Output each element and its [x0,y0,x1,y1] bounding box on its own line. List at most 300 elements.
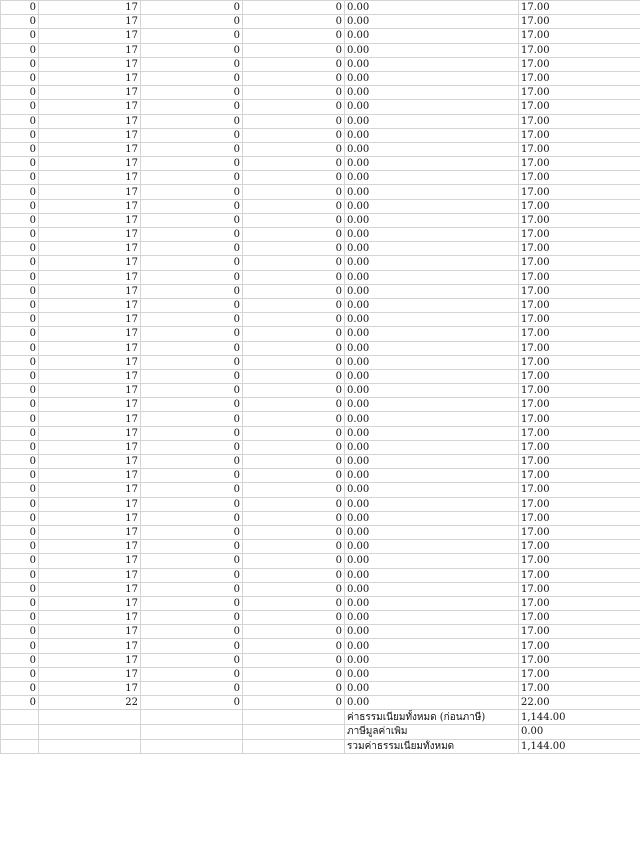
empty-cell [141,710,243,725]
empty-cell [39,739,141,754]
cell-col2: 17 [39,369,141,383]
cell-col6: 17.00 [519,412,640,426]
grand-total-value: 1,144.00 [519,739,640,754]
table-row [1,341,640,355]
cell-col3: 0 [141,29,243,43]
cell-col5: 0.00 [345,142,519,156]
cell-col2: 17 [39,398,141,412]
table-row [1,355,640,369]
cell-col3: 0 [141,469,243,483]
cell-col1: 0 [1,298,39,312]
cell-col3: 0 [141,384,243,398]
cell-col1: 0 [1,398,39,412]
cell-col3: 0 [141,199,243,213]
cell-col2: 17 [39,29,141,43]
cell-col6: 17.00 [519,57,640,71]
cell-col5: 0.00 [345,554,519,568]
cell-col4: 0 [243,369,345,383]
cell-col5: 0.00 [345,369,519,383]
table-row [1,43,640,57]
table-row [1,639,640,653]
vat-value: 0.00 [519,724,640,739]
cell-col6: 17.00 [519,611,640,625]
cell-col1: 0 [1,653,39,667]
cell-col1: 0 [1,256,39,270]
cell-col3: 0 [141,483,243,497]
table-row [1,242,640,256]
cell-col6: 17.00 [519,426,640,440]
cell-col3: 0 [141,142,243,156]
cell-col4: 0 [243,497,345,511]
cell-col4: 0 [243,540,345,554]
empty-cell [141,739,243,754]
cell-col5: 0.00 [345,440,519,454]
cell-col4: 0 [243,596,345,610]
cell-col4: 0 [243,213,345,227]
cell-col6: 17.00 [519,625,640,639]
table-row [1,667,640,681]
cell-col5: 0.00 [345,228,519,242]
cell-col6: 17.00 [519,554,640,568]
table-row [1,596,640,610]
cell-col2: 17 [39,554,141,568]
cell-col6: 17.00 [519,270,640,284]
cell-col5: 0.00 [345,653,519,667]
cell-col2: 17 [39,270,141,284]
table-row [1,525,640,539]
cell-col1: 0 [1,128,39,142]
cell-col2: 17 [39,412,141,426]
table-row [1,100,640,114]
table-row [1,128,640,142]
cell-col5: 0.00 [345,455,519,469]
cell-col5: 0.00 [345,398,519,412]
cell-col1: 0 [1,412,39,426]
cell-col2: 17 [39,568,141,582]
cell-col5: 0.00 [345,341,519,355]
table-row [1,142,640,156]
cell-col5: 0.00 [345,511,519,525]
cell-col3: 0 [141,696,243,710]
cell-col6: 17.00 [519,369,640,383]
cell-col3: 0 [141,157,243,171]
cell-col5: 0.00 [345,71,519,85]
cell-col3: 0 [141,256,243,270]
cell-col2: 17 [39,625,141,639]
table-row [1,497,640,511]
cell-col3: 0 [141,625,243,639]
cell-col3: 0 [141,568,243,582]
table-row [1,483,640,497]
cell-col2: 17 [39,327,141,341]
cell-col6: 17.00 [519,483,640,497]
cell-col5: 0.00 [345,327,519,341]
cell-col4: 0 [243,355,345,369]
cell-col4: 0 [243,611,345,625]
table-row [1,398,640,412]
cell-col2: 17 [39,228,141,242]
cell-col3: 0 [141,355,243,369]
cell-col3: 0 [141,15,243,29]
cell-col5: 0.00 [345,114,519,128]
cell-col5: 0.00 [345,43,519,57]
cell-col1: 0 [1,483,39,497]
cell-col6: 17.00 [519,256,640,270]
cell-col5: 0.00 [345,582,519,596]
cell-col4: 0 [243,284,345,298]
cell-col6: 17.00 [519,157,640,171]
cell-col3: 0 [141,525,243,539]
cell-col4: 0 [243,682,345,696]
cell-col4: 0 [243,483,345,497]
cell-col2: 17 [39,469,141,483]
cell-col2: 17 [39,43,141,57]
cell-col1: 0 [1,1,39,15]
cell-col3: 0 [141,596,243,610]
cell-col5: 0.00 [345,86,519,100]
cell-col5: 0.00 [345,483,519,497]
cell-col2: 17 [39,142,141,156]
cell-col4: 0 [243,86,345,100]
cell-col1: 0 [1,15,39,29]
cell-col3: 0 [141,369,243,383]
cell-col6: 17.00 [519,540,640,554]
cell-col1: 0 [1,157,39,171]
cell-col3: 0 [141,611,243,625]
cell-col2: 22 [39,696,141,710]
cell-col6: 17.00 [519,327,640,341]
cell-col1: 0 [1,171,39,185]
cell-col2: 17 [39,242,141,256]
cell-col6: 17.00 [519,86,640,100]
empty-cell [1,710,39,725]
cell-col6: 17.00 [519,142,640,156]
cell-col2: 17 [39,653,141,667]
cell-col4: 0 [243,653,345,667]
cell-col3: 0 [141,242,243,256]
cell-col1: 0 [1,86,39,100]
cell-col4: 0 [243,525,345,539]
cell-col5: 0.00 [345,213,519,227]
cell-col3: 0 [141,270,243,284]
table-row-last [1,696,640,710]
cell-col3: 0 [141,682,243,696]
table-row [1,185,640,199]
cell-col1: 0 [1,611,39,625]
table-row [1,554,640,568]
cell-col2: 17 [39,341,141,355]
table-row [1,171,640,185]
cell-col5: 0.00 [345,639,519,653]
empty-cell [141,724,243,739]
cell-col4: 0 [243,100,345,114]
cell-col3: 0 [141,298,243,312]
cell-col3: 0 [141,327,243,341]
cell-col1: 0 [1,568,39,582]
cell-col5: 0.00 [345,256,519,270]
table-row [1,157,640,171]
cell-col3: 0 [141,171,243,185]
cell-col1: 0 [1,426,39,440]
table-row [1,199,640,213]
cell-col1: 0 [1,313,39,327]
cell-col5: 0.00 [345,682,519,696]
cell-col6: 17.00 [519,128,640,142]
cell-col1: 0 [1,71,39,85]
empty-cell [39,724,141,739]
cell-col1: 0 [1,384,39,398]
cell-col3: 0 [141,71,243,85]
cell-col5: 0.00 [345,384,519,398]
cell-col5: 0.00 [345,596,519,610]
cell-col2: 17 [39,185,141,199]
cell-col3: 0 [141,426,243,440]
cell-col5: 0.00 [345,667,519,681]
cell-col1: 0 [1,29,39,43]
cell-col3: 0 [141,57,243,71]
empty-cell [1,724,39,739]
cell-col6: 17.00 [519,667,640,681]
cell-col3: 0 [141,185,243,199]
cell-col4: 0 [243,185,345,199]
cell-col6: 17.00 [519,568,640,582]
cell-col5: 0.00 [345,100,519,114]
cell-col2: 17 [39,440,141,454]
cell-col1: 0 [1,270,39,284]
cell-col6: 17.00 [519,1,640,15]
cell-col4: 0 [243,114,345,128]
table-row [1,511,640,525]
table-row [1,86,640,100]
cell-col6: 17.00 [519,384,640,398]
total-before-tax-label: ค่าธรรมเนียมทั้งหมด (ก่อนภาษี) [345,710,519,725]
cell-col1: 0 [1,511,39,525]
cell-col2: 17 [39,667,141,681]
cell-col6: 17.00 [519,398,640,412]
table-row [1,313,640,327]
cell-col2: 17 [39,213,141,227]
cell-col4: 0 [243,625,345,639]
cell-col2: 17 [39,100,141,114]
cell-col1: 0 [1,185,39,199]
cell-col4: 0 [243,412,345,426]
cell-col6: 17.00 [519,596,640,610]
empty-cell [243,739,345,754]
cell-col2: 17 [39,426,141,440]
cell-col1: 0 [1,469,39,483]
cell-col1: 0 [1,696,39,710]
cell-col2: 17 [39,455,141,469]
cell-col5: 0.00 [345,171,519,185]
cell-col6: 17.00 [519,185,640,199]
cell-col3: 0 [141,554,243,568]
cell-col5: 0.00 [345,157,519,171]
cell-col2: 17 [39,682,141,696]
cell-col3: 0 [141,540,243,554]
cell-col1: 0 [1,369,39,383]
cell-col1: 0 [1,554,39,568]
cell-col1: 0 [1,440,39,454]
table-row [1,369,640,383]
cell-col4: 0 [243,57,345,71]
empty-cell [243,724,345,739]
cell-col2: 17 [39,256,141,270]
cell-col6: 22.00 [519,696,640,710]
table-row [1,540,640,554]
cell-col2: 17 [39,171,141,185]
cell-col5: 0.00 [345,313,519,327]
cell-col5: 0.00 [345,185,519,199]
cell-col5: 0.00 [345,412,519,426]
cell-col1: 0 [1,43,39,57]
cell-col5: 0.00 [345,1,519,15]
cell-col1: 0 [1,327,39,341]
table-row [1,270,640,284]
cell-col6: 17.00 [519,455,640,469]
cell-col5: 0.00 [345,199,519,213]
cell-col3: 0 [141,128,243,142]
cell-col1: 0 [1,596,39,610]
summary-row-total-before-tax [1,710,640,725]
vat-label: ภาษีมูลค่าเพิ่ม [345,724,519,739]
cell-col6: 17.00 [519,43,640,57]
table-row [1,384,640,398]
cell-col2: 17 [39,596,141,610]
cell-col4: 0 [243,327,345,341]
table-row [1,625,640,639]
cell-col5: 0.00 [345,525,519,539]
table-row [1,256,640,270]
cell-col4: 0 [243,29,345,43]
cell-col2: 17 [39,71,141,85]
table-row [1,582,640,596]
cell-col6: 17.00 [519,639,640,653]
cell-col5: 0.00 [345,29,519,43]
cell-col4: 0 [243,469,345,483]
cell-col3: 0 [141,228,243,242]
cell-col2: 17 [39,582,141,596]
table-row [1,426,640,440]
cell-col2: 17 [39,639,141,653]
cell-col4: 0 [243,455,345,469]
cell-col6: 17.00 [519,71,640,85]
cell-col3: 0 [141,440,243,454]
cell-col6: 17.00 [519,355,640,369]
cell-col4: 0 [243,568,345,582]
cell-col1: 0 [1,228,39,242]
fee-table-body [1,1,640,754]
cell-col3: 0 [141,341,243,355]
cell-col4: 0 [243,15,345,29]
cell-col1: 0 [1,355,39,369]
cell-col6: 17.00 [519,15,640,29]
cell-col4: 0 [243,384,345,398]
cell-col1: 0 [1,455,39,469]
cell-col4: 0 [243,398,345,412]
table-row [1,284,640,298]
cell-col4: 0 [243,242,345,256]
cell-col6: 17.00 [519,228,640,242]
cell-col1: 0 [1,582,39,596]
cell-col2: 17 [39,483,141,497]
cell-col3: 0 [141,497,243,511]
cell-col6: 17.00 [519,114,640,128]
cell-col2: 17 [39,128,141,142]
cell-col2: 17 [39,1,141,15]
cell-col6: 17.00 [519,313,640,327]
cell-col3: 0 [141,412,243,426]
cell-col6: 17.00 [519,653,640,667]
table-row [1,298,640,312]
cell-col1: 0 [1,213,39,227]
cell-col3: 0 [141,582,243,596]
cell-col6: 17.00 [519,100,640,114]
table-row [1,611,640,625]
cell-col3: 0 [141,100,243,114]
table-row [1,114,640,128]
cell-col1: 0 [1,100,39,114]
cell-col3: 0 [141,43,243,57]
cell-col5: 0.00 [345,568,519,582]
cell-col6: 17.00 [519,511,640,525]
cell-col6: 17.00 [519,341,640,355]
table-row [1,455,640,469]
cell-col6: 17.00 [519,284,640,298]
cell-col4: 0 [243,228,345,242]
cell-col4: 0 [243,554,345,568]
cell-col3: 0 [141,455,243,469]
table-row [1,228,640,242]
cell-col3: 0 [141,653,243,667]
cell-col4: 0 [243,313,345,327]
cell-col2: 17 [39,355,141,369]
cell-col2: 17 [39,15,141,29]
cell-col5: 0.00 [345,128,519,142]
table-row [1,412,640,426]
cell-col3: 0 [141,667,243,681]
table-row [1,682,640,696]
cell-col2: 17 [39,511,141,525]
cell-col1: 0 [1,114,39,128]
cell-col6: 17.00 [519,199,640,213]
cell-col1: 0 [1,625,39,639]
cell-col3: 0 [141,313,243,327]
cell-col2: 17 [39,497,141,511]
cell-col5: 0.00 [345,270,519,284]
cell-col6: 17.00 [519,298,640,312]
cell-col2: 17 [39,611,141,625]
cell-col1: 0 [1,57,39,71]
cell-col3: 0 [141,284,243,298]
table-row [1,71,640,85]
cell-col5: 0.00 [345,497,519,511]
cell-col2: 17 [39,384,141,398]
cell-col6: 17.00 [519,440,640,454]
total-before-tax-value: 1,144.00 [519,710,640,725]
table-row [1,440,640,454]
cell-col4: 0 [243,71,345,85]
cell-col3: 0 [141,114,243,128]
cell-col4: 0 [243,142,345,156]
cell-col5: 0.00 [345,540,519,554]
cell-col1: 0 [1,142,39,156]
summary-row-grand-total [1,739,640,754]
cell-col4: 0 [243,696,345,710]
cell-col1: 0 [1,341,39,355]
table-row [1,327,640,341]
cell-col5: 0.00 [345,242,519,256]
table-row [1,653,640,667]
